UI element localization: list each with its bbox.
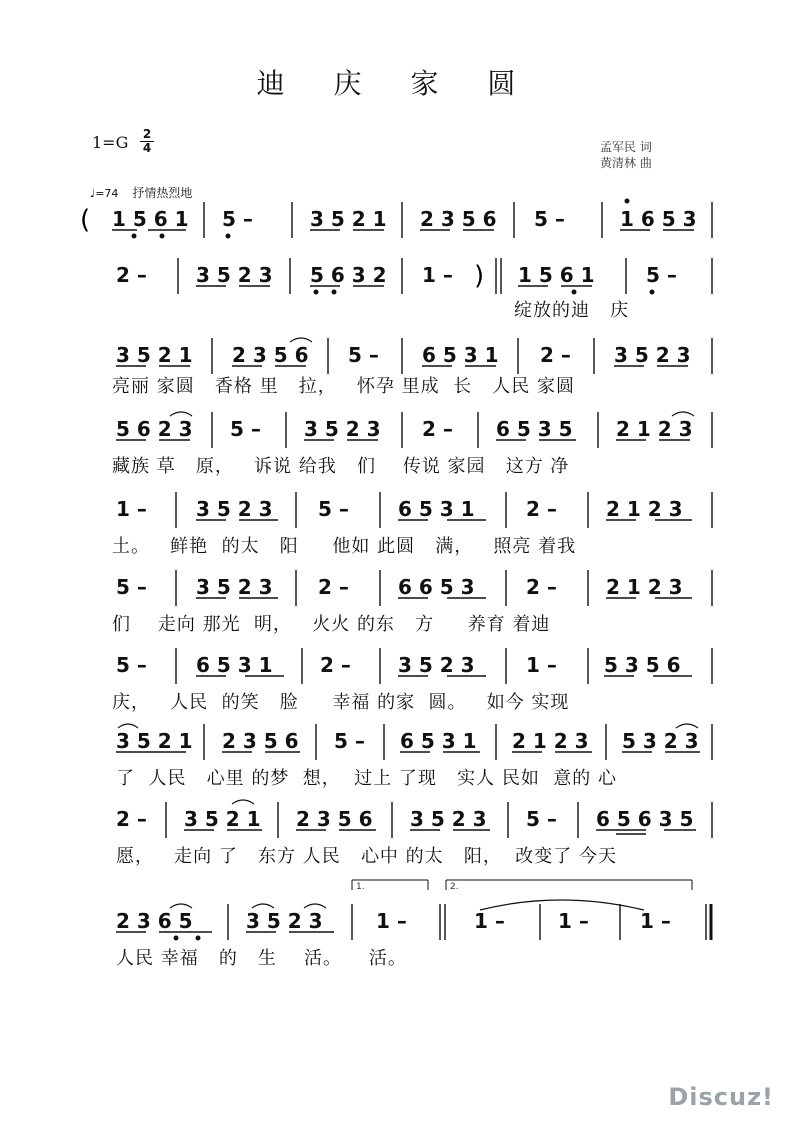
volta-2: 2.	[450, 882, 459, 892]
notes: 5 –	[526, 807, 557, 831]
notes: 5 –	[116, 653, 147, 677]
composer: 黄清林 曲	[600, 156, 652, 170]
tempo-value: ♩=74	[90, 187, 119, 200]
notes: 3 5 2 1	[116, 729, 193, 753]
close-paren: )	[474, 261, 485, 291]
notes: 2 3 5 6	[296, 807, 373, 831]
notes: 5 –	[222, 207, 253, 231]
notes: 1 –	[422, 263, 453, 287]
lyrics-line-6: 们 走向 那光 明， 火火 的东 方 养育 着迪	[112, 614, 551, 635]
notes: 5 –	[646, 263, 677, 287]
notes: 2 –	[116, 263, 147, 287]
notes: 5 3 2 3	[622, 729, 699, 753]
notes: 3 5 2 3	[304, 417, 381, 441]
credits	[600, 139, 652, 171]
notes: 1 5 6 1	[112, 207, 189, 231]
notes: 2 1 2 3	[512, 729, 589, 753]
time-signature-top: 2	[140, 128, 154, 142]
score-row-9	[0, 798, 792, 838]
notes: 5 –	[534, 207, 565, 231]
notes: 6 5 3 5	[496, 417, 573, 441]
lyrics-line-8: 了 人民 心里 的梦 想， 过上 了现 实人 民如 意的 心	[116, 768, 617, 789]
notes: 5 6 3 2	[310, 263, 387, 287]
lyrics-line-4: 藏族 草 原， 诉说 给我 们 传说 家园 这方 净	[112, 456, 570, 477]
notes: 5 6 2 3	[116, 417, 193, 441]
mood-marking: 抒情热烈地	[132, 186, 193, 200]
score-row-5	[0, 488, 792, 528]
notes: 5 –	[230, 417, 261, 441]
notes: 2 1 2 3	[606, 497, 683, 521]
notes: 2 3 5 6	[232, 343, 309, 367]
lyricist: 孟军民 词	[600, 140, 652, 154]
song-title: 迪 庆 家 圆	[256, 67, 536, 100]
notes: 2 –	[526, 575, 557, 599]
notes: 3 5 2 1	[310, 207, 387, 231]
notes: 6 5 3 1	[400, 729, 477, 753]
lyrics-line-3: 亮丽 家圆 香格 里 拉， 怀孕 里成 长 人民 家圆	[112, 376, 575, 397]
notes: 3 5 2 3	[196, 575, 273, 599]
lyrics-line-5: 土。 鲜艳 的太 阳 他如 此圆 满， 照亮 着我	[112, 536, 577, 557]
notes: 5 –	[116, 575, 147, 599]
notes: 3 5 2 3	[196, 497, 273, 521]
notes: 3 5 2 1	[116, 343, 193, 367]
score-row-7	[0, 644, 792, 684]
notes: 1 5 6 1	[518, 263, 595, 287]
notes: 6 5 3 1	[398, 497, 475, 521]
time-signature-bottom: 4	[142, 141, 152, 155]
notes: 6 5 3 1	[196, 653, 273, 677]
notes: 5 –	[318, 497, 349, 521]
notes: 2 –	[318, 575, 349, 599]
score-row-3	[0, 334, 792, 374]
score-row-2	[0, 256, 792, 296]
notes: 2 3 6 5	[116, 909, 193, 933]
notes: 1 –	[376, 909, 407, 933]
notes: 1 –	[526, 653, 557, 677]
key-signature: 1=G	[92, 133, 129, 152]
notes: 3 5 2 3	[246, 909, 323, 933]
lyrics-line-9: 愿， 走向 了 东方 人民 心中 的太 阳， 改变了 今天	[116, 846, 617, 867]
notes: 2 3 5 6	[222, 729, 299, 753]
notes: 1 –	[640, 909, 671, 933]
notes: 1 –	[558, 909, 589, 933]
open-paren: (	[80, 205, 91, 235]
notes: 6 6 5 3	[398, 575, 475, 599]
lyrics-line-10: 人民 幸福 的 生 活。 活。	[116, 948, 407, 969]
watermark: Discuz!	[668, 1083, 774, 1111]
score-row-1	[0, 196, 792, 256]
notes: 3 5 2 3	[410, 807, 487, 831]
volta-1: 1.	[356, 882, 365, 892]
notes: 6 5 6 3 5	[596, 807, 694, 831]
time-signature	[140, 128, 154, 154]
notes: 1 –	[474, 909, 505, 933]
score-row-4	[0, 408, 792, 448]
notes: 1 6 5 3	[620, 207, 697, 231]
notes: 2 –	[422, 417, 453, 441]
score-row-8	[0, 720, 792, 760]
notes: 3 5 2 3	[196, 263, 273, 287]
lyrics-line-7: 庆， 人民 的笑 脸 幸福 的家 圆。 如今 实现	[112, 692, 570, 713]
notes: 1 –	[116, 497, 147, 521]
lyrics-line-2: 绽放的迪 庆	[514, 300, 630, 321]
score-row-6	[0, 566, 792, 606]
notes: 6 5 3 1	[422, 343, 499, 367]
notes: 2 1 2 3	[616, 417, 693, 441]
notes: 2 1 2 3	[606, 575, 683, 599]
notes: 3 5 2 3	[398, 653, 475, 677]
notes: 2 –	[526, 497, 557, 521]
notes: 2 –	[116, 807, 147, 831]
notes: 5 –	[348, 343, 379, 367]
notes: 2 3 5 6	[420, 207, 497, 231]
notes: 2 –	[320, 653, 351, 677]
notes: 2 –	[540, 343, 571, 367]
notes: 3 5 2 1	[184, 807, 261, 831]
notes: 5 3 5 6	[604, 653, 681, 677]
score-row-10	[0, 876, 792, 936]
notes: 3 5 2 3	[614, 343, 691, 367]
notes: 5 –	[334, 729, 365, 753]
